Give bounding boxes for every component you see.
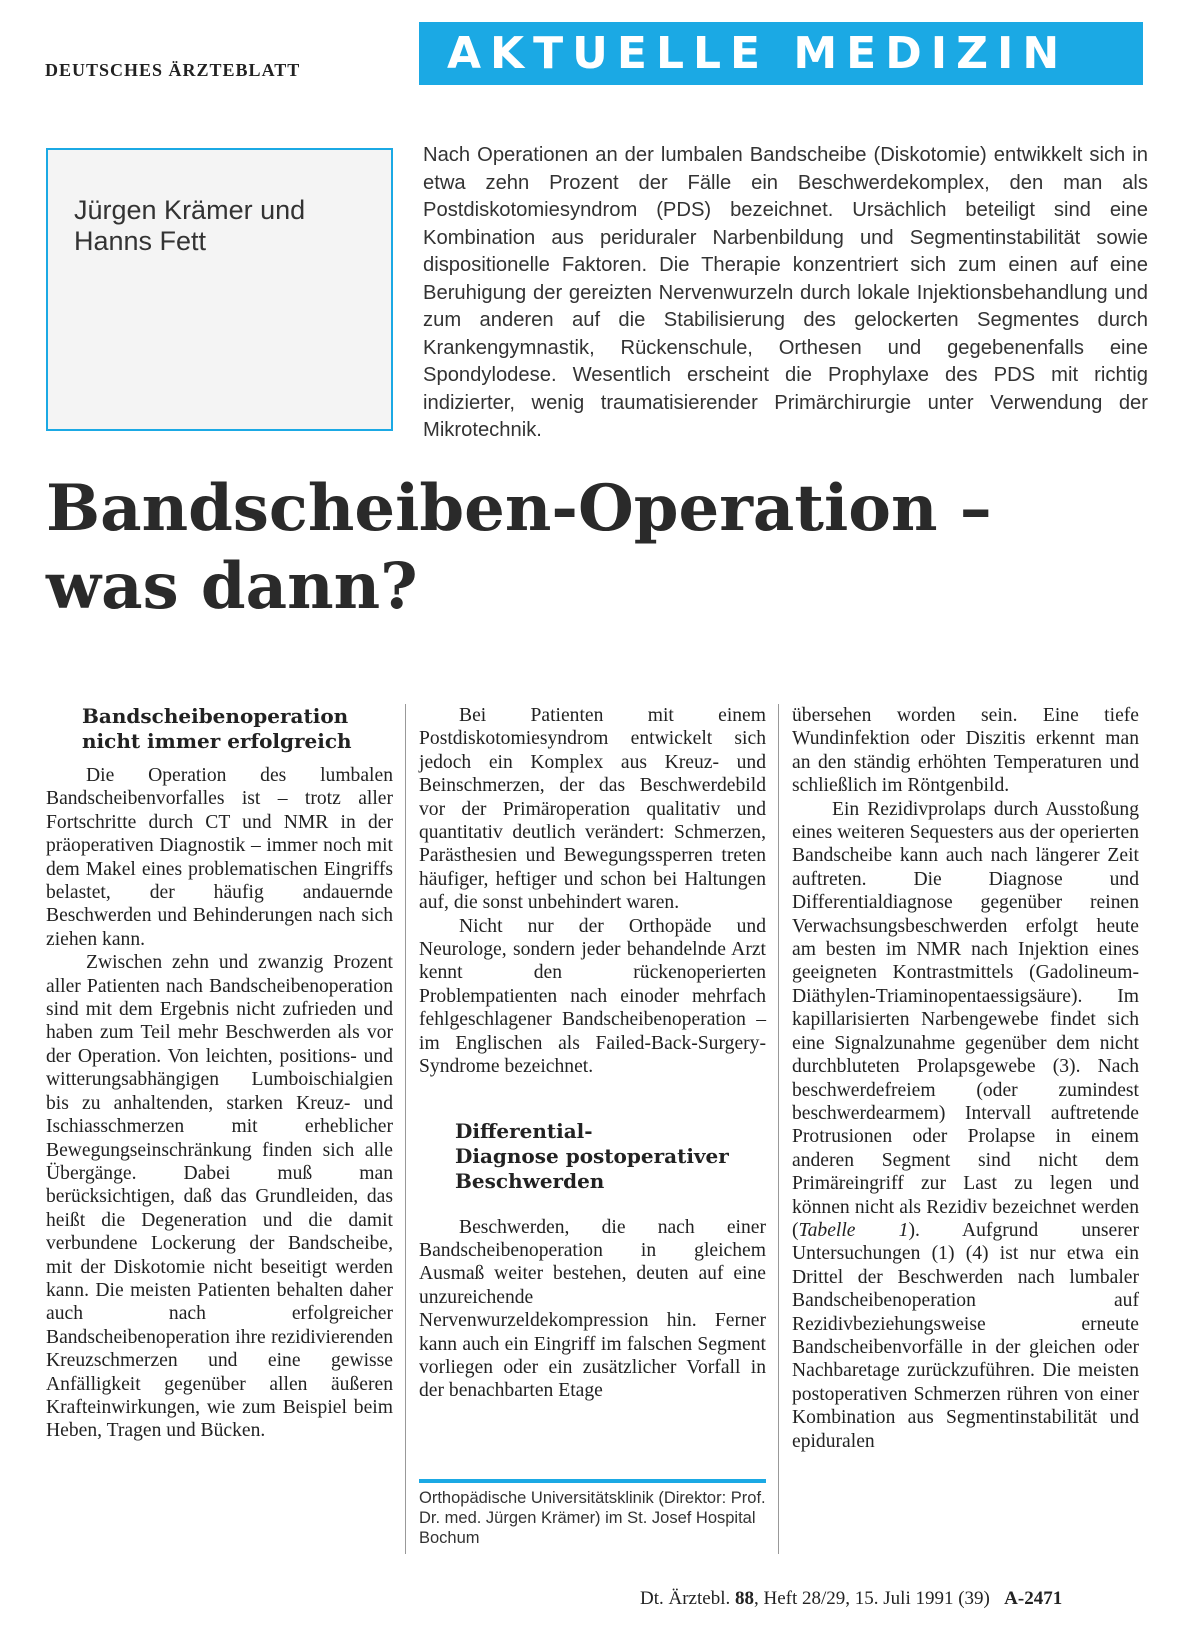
citation-issue: , Heft 28/29, 15. Juli 1991 (39) (753, 1588, 990, 1609)
page-footer (640, 1588, 1062, 1610)
page-number: A-2471 (1004, 1588, 1063, 1609)
paragraph: übersehen worden sein. Eine tiefe Wundinfektion oder Diszitis erkennt man an den ständig erhöhten Temperaturen und schließlich im Röntgenbild. (792, 705, 1139, 797)
subheading (46, 704, 393, 754)
paragraph: Beschwerden, die nach einer Bandscheibenoperation in gleichem Ausmaß weiter bestehen, deuten auf eine unzureichende Nervenwurzeldekompression hin. Ferner kann auch ein Eingriff im falschen Segment vorliegen oder ein zusätzlicher Vorfall in der benachbarten Etage (419, 1216, 766, 1402)
column-2 (419, 704, 766, 1403)
table-reference: Tabelle 1 (798, 1219, 909, 1241)
author-line-2: Hanns Fett (74, 226, 207, 256)
article-title (46, 470, 1146, 626)
journal-name: DEUTSCHES ÄRZTEBLATT (45, 60, 301, 80)
paragraph: Bei Patienten mit einem Postdiskotomiesyndrom entwickelt sich jedoch ein Komplex aus Kreuz- und Beinschmerzen, der das Beschwerdebild vor der Primäroperation qualitativ und quantitativ deutlich verändert: Schmerzen, Parästhesien und Bewegungssperren treten häufiger, heftiger und schon bei Haltungen auf, die sonst unbehindert waren. (419, 705, 766, 914)
title-line-1: Bandscheiben-Operation – (46, 471, 992, 546)
title-line-2: was dann? (46, 549, 418, 624)
citation-journal: Dt. Ärztebl. (640, 1588, 731, 1609)
paragraph (792, 798, 1139, 1453)
paragraph-text: Ein Rezidivprolaps durch Ausstoßung eines weiteren Sequesters aus der operierten Bandscheibe kann auch nach längerer Zeit auftreten. Die Diagnose und Differentialdiagnose gegenüber reinen Verwachsungsbeschwerden erfolgt heute am besten im NMR nach Injektion eines geeigneten Kontrastmittels (Gadolineum-Diäthylen-Triaminopentaessigsäure). Im kapillarisierten Narbengewebe findet sich eine Signalzunahme gegenüber dem nicht durchbluteten Prolapsgewebe (3). Nach beschwerdefreiem (oder zumindest beschwerdearmem) Intervall auftretende Protrusionen oder Prolapse in einem anderen Segment sind nicht dem Primäreingriff zur Last zu legen und können nicht als Rezidiv bezeichnet werden ( (792, 798, 1139, 1241)
subheading-line: Bandscheibenoperation (82, 704, 349, 728)
affiliation: Orthopädische Universitätsklinik (Direktor: Prof. Dr. med. Jürgen Krämer) im St. Josef Hospital Bochum (419, 1489, 766, 1547)
section-title: AKTUELLE MEDIZIN (447, 28, 1069, 79)
column-3 (792, 704, 1139, 1453)
subheading-line: Differential- (455, 1118, 593, 1143)
column-divider (405, 704, 406, 1554)
subheading (419, 1119, 766, 1194)
author-line-1: Jürgen Krämer und (74, 195, 306, 225)
affiliation-rule (419, 1479, 766, 1483)
section-banner (419, 22, 1143, 85)
paragraph: Zwischen zehn und zwanzig Prozent aller Patienten nach Bandscheibenoperation sind mit dem Ergebnis nicht zufrieden und haben zum Teil mehr Beschwerden als vor der Operation. Von leichten, positions- und witterungsabhängigen Lumboischialgien bis zu anhaltenden, starken Kreuz- und Ischiasschmerzen mit erheblicher Bewegungseinschränkung finden sich alle Übergänge. Dabei muß man berücksichtigen, daß das Grundleiden, das heißt die Degeneration und die damit verbundene Lockerung der Bandscheibe, mit der Diskotomie nicht beseitigt werden kann. Die meisten Patienten behalten daher auch nach erfolgreicher Bandscheibenoperation ihre rezidivierenden Kreuzschmerzen und eine gewisse Anfälligkeit gegenüber allen äußeren Krafteinwirkungen, wie zum Beispiel beim Heben, Tragen und Bücken. (46, 952, 393, 1442)
citation-volume: 88 (734, 1588, 754, 1609)
paragraph-text: ). Aufgrund unserer Untersuchungen (1) (4) ist nur etwa ein Drittel der Beschwerden nach lumbaler Bandscheibenoperation auf Rezidivbeziehungsweise erneute Bandscheibenvorfälle in der gleichen oder Nachbaretage zurückzuführen. Die meisten postoperativen Schmerzen rühren von einer Kombination aus Segmentinstabilität und epiduralen (792, 1219, 1139, 1452)
column-1 (46, 704, 393, 1443)
abstract: Nach Operationen an der lumbalen Bandscheibe (Diskotomie) entwikkelt sich in etwa zehn Prozent der Fälle ein Beschwerdekomplex, den man als Postdiskotomiesyndrom (PDS) bezeichnet. Ursächlich beteiligt sind eine Kombination aus periduraler Narbenbildung und Segmentinstabilität sowie dispositionelle Faktoren. Die Therapie konzentriert sich zum einen auf eine Beruhigung der gereizten Nervenwurzeln durch lokale Injektionsbehandlung und zum anderen auf die Stabilisierung des gelockerten Segmentes durch Krankengymnastik, Rückenschule, Orthesen und gegebenenfalls eine Spondylodese. Wesentlich erscheint die Prophylaxe des PDS mit richtig indizierter, wenig traumatisierender Primärchirurgie unter Verwendung der Mikrotechnik. (423, 144, 1148, 441)
column-divider (778, 704, 779, 1554)
paragraph: Die Operation des lumbalen Bandscheibenvorfalles ist – trotz aller Fortschritte durch CT und NMR in der präoperativen Diagnostik – immer noch mit dem Makel eines problematischen Eingriffs belastet, der häufig andauernde Beschwerden und Behinderungen nach sich ziehen kann. (46, 765, 393, 950)
subheading-line: nicht immer erfolgreich (82, 729, 352, 753)
subheading-line: Beschwerden (455, 1168, 605, 1193)
author-box (46, 148, 393, 431)
paragraph: Nicht nur der Orthopäde und Neurologe, sondern jeder behandelnde Arzt kennt den rückenoperierten Problempatienten nach einoder mehrfach fehlgeschlagener Bandscheibenoperation – im Englischen als Failed-Back-Surgery-Syndrome bezeichnet. (419, 915, 766, 1078)
authors (74, 195, 305, 257)
subheading-line: Diagnose postoperativer (455, 1143, 729, 1168)
